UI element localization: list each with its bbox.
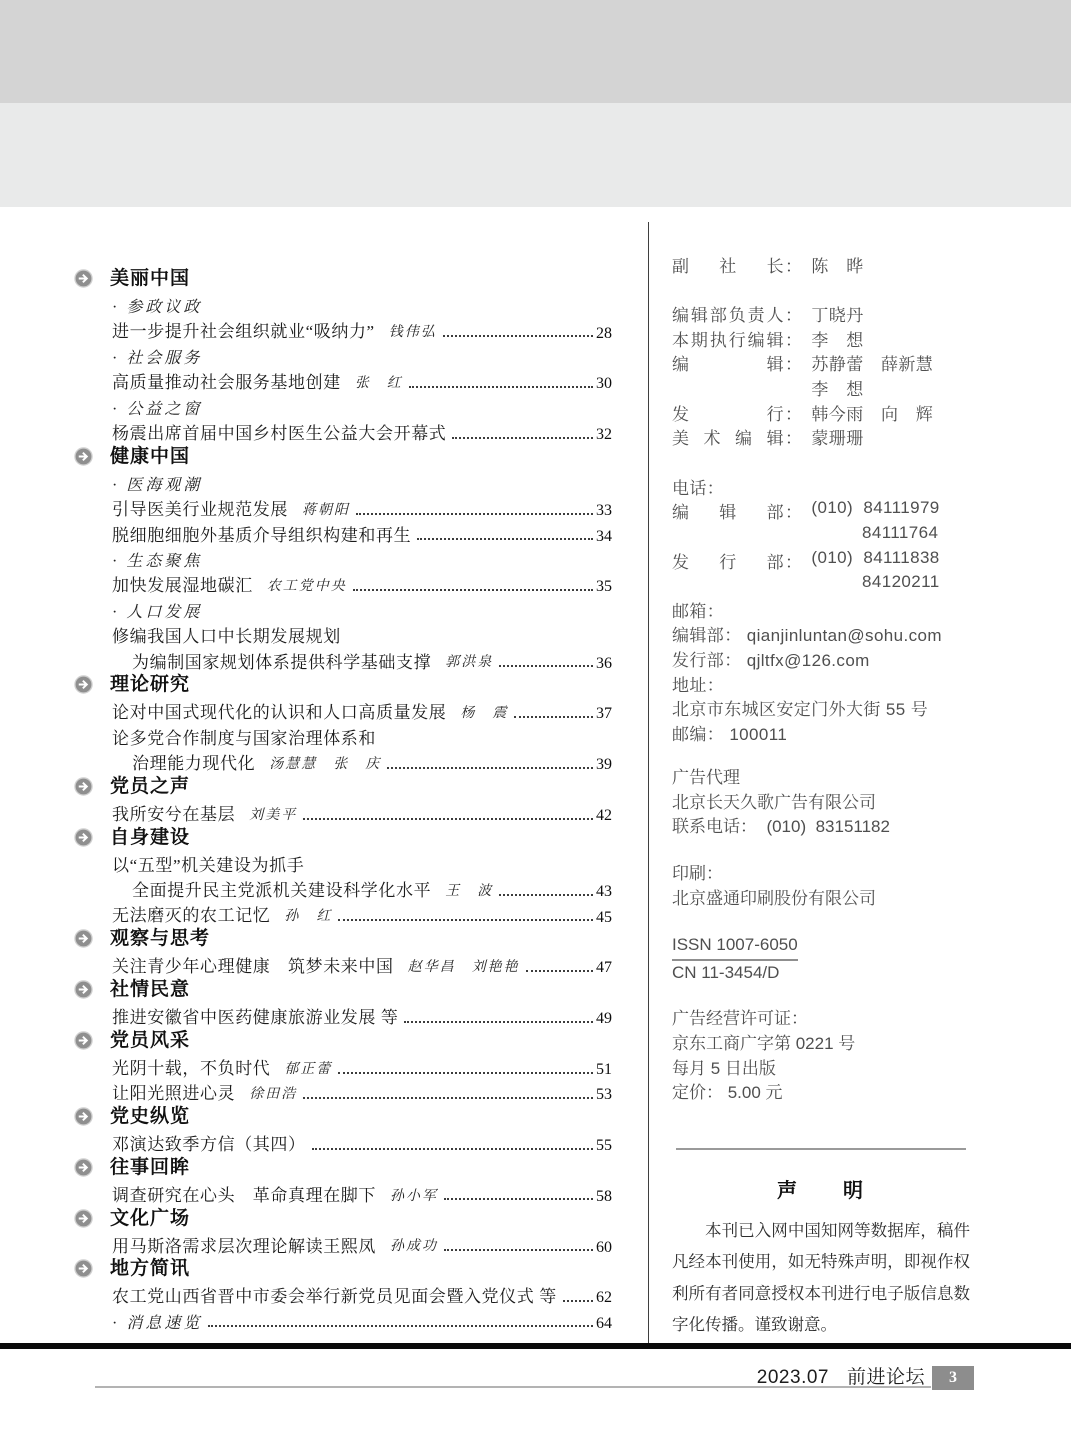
- toc-article-author: 郭洪泉: [445, 655, 494, 671]
- arrow-circle-icon: [74, 1259, 93, 1278]
- toc-page-number: 30: [596, 375, 612, 393]
- toc-article-title: 治理能力现代化: [132, 754, 256, 774]
- leader-dots: [444, 1249, 593, 1251]
- arrow-circle-icon: [74, 929, 93, 948]
- statement-title: 声 明: [777, 1179, 865, 1202]
- masthead-value: 李 想: [811, 379, 864, 399]
- masthead-contact-row: [672, 498, 970, 523]
- toc-subcategory-label: 医海观潮: [126, 476, 203, 494]
- toc-article-entry: [74, 1231, 612, 1256]
- toc-article-title: 进一步提升社会组织就业“吸纳力”: [112, 322, 375, 342]
- toc-article-title-line: [74, 621, 612, 646]
- toc-section-heading: [74, 444, 612, 469]
- toc-article-entry: [74, 647, 612, 672]
- toc-subcategory: [74, 393, 612, 418]
- arrow-circle-icon: [74, 447, 93, 466]
- toc-page-number: 60: [596, 1238, 612, 1256]
- toc-article-author: 徐田浩: [249, 1087, 298, 1103]
- toc-article-author: 孙成功: [390, 1239, 438, 1255]
- toc-page-number: 35: [596, 578, 612, 596]
- leader-dots: [409, 386, 593, 388]
- toc-article-title: 杨震出席首届中国乡村医生公益大会开幕式: [112, 424, 447, 444]
- masthead-block-line: 京东工商广字第 0221 号: [672, 1034, 856, 1054]
- masthead-blocks: [672, 766, 970, 1106]
- statement-body: 本刊已入网中国知网等数据库，稿件凡经本刊使用，如无特殊声明，即视作权利所有者同意授权本刊进行电子版信息数字化传播。谨致谢意。: [672, 1220, 970, 1335]
- masthead-label: 发行: [672, 404, 784, 424]
- toc-article-entry: [74, 520, 612, 545]
- masthead-staff-row: [672, 301, 970, 326]
- leader-dots: [208, 1325, 593, 1327]
- arrow-circle-icon: [74, 1209, 93, 1228]
- toc-article-author: 张 红: [354, 376, 403, 392]
- masthead-staff-row: [672, 400, 970, 425]
- toc-article-entry: [74, 1180, 612, 1205]
- leader-dots: [312, 1148, 593, 1150]
- toc-subcategory: [74, 596, 612, 621]
- page-number-badge: [932, 1366, 974, 1390]
- toc-article-entry: [74, 799, 612, 824]
- toc-section-title: 党员之声: [110, 776, 191, 797]
- toc-section-heading: [74, 825, 612, 850]
- masthead-contact-line: 地址：: [672, 675, 725, 695]
- toc-column: [74, 266, 612, 1332]
- toc-article-author: 农工党中央: [266, 579, 347, 595]
- arrow-circle-icon: [74, 828, 93, 847]
- toc-subcategory-label: 消息速览: [126, 1314, 203, 1332]
- toc-section-heading: [74, 926, 612, 951]
- bullet-dot: ·: [112, 476, 118, 494]
- masthead-block: [672, 766, 970, 840]
- masthead-value: (010) 84111979: [811, 498, 940, 518]
- leader-dots: [499, 894, 593, 896]
- toc-section-title: 观察与思考: [110, 928, 211, 950]
- toc-section-heading: [74, 1028, 612, 1053]
- toc-article-title: 我所安兮在基层: [112, 804, 236, 824]
- top-band-light: [0, 103, 1071, 207]
- toc-article-entry: [74, 571, 612, 596]
- masthead-staff-row: [672, 252, 970, 277]
- bullet-dot: ·: [112, 553, 118, 571]
- toc-article-author: 钱伟弘: [388, 325, 437, 341]
- toc-page-number: 32: [596, 426, 612, 444]
- bullet-dot: ·: [112, 400, 118, 418]
- masthead-label: 编辑: [672, 355, 784, 375]
- footer-text: [757, 1362, 925, 1389]
- masthead-value: (010) 84111838: [811, 547, 940, 567]
- spacer: [672, 277, 970, 302]
- arrow-circle-icon: [74, 777, 93, 796]
- toc-page-number: 51: [596, 1060, 612, 1078]
- toc-section-title: 党史纵览: [110, 1106, 191, 1128]
- masthead-value: 苏静蕾 薛新慧: [811, 355, 934, 375]
- toc-article-entry: [74, 698, 612, 723]
- arrow-circle-icon: [74, 828, 93, 847]
- masthead-block-line: 广告经营许可证：: [672, 1009, 808, 1029]
- leader-dots: [338, 919, 593, 921]
- toc-subcategory-label: 参政议政: [126, 299, 203, 317]
- colon: ：: [785, 257, 803, 276]
- arrow-circle-icon: [74, 980, 93, 999]
- toc-article-title: 高质量推动社会服务基地创建: [112, 373, 341, 393]
- colon: ：: [785, 355, 803, 375]
- toc-page-number: 55: [596, 1137, 612, 1155]
- toc-article-entry: [74, 1079, 612, 1104]
- masthead-contact-line: 北京市东城区安定门外大街 55 号: [672, 700, 929, 720]
- toc-page-number: 39: [596, 756, 612, 774]
- toc-article-title: 调查研究在心头 革命真理在脚下: [112, 1185, 376, 1205]
- toc-page-number: 64: [596, 1314, 612, 1332]
- footer-issue-date: 2023.07: [756, 1367, 829, 1388]
- masthead-block-line: 定价： 5.00 元: [672, 1083, 783, 1103]
- toc-article-author: 王 波: [445, 883, 494, 899]
- masthead-label: 发行部: [672, 552, 784, 572]
- masthead-label: 美术编辑: [672, 429, 784, 449]
- statement-divider: [676, 1148, 966, 1150]
- masthead-label: 编辑部负责人: [672, 306, 784, 326]
- toc-article-title-line: [74, 850, 612, 875]
- masthead-staff: [672, 252, 970, 449]
- toc-subcategory-entry: [74, 1307, 612, 1332]
- masthead-value: 84111764: [862, 522, 939, 542]
- colon: ：: [785, 552, 803, 572]
- colon: ：: [785, 404, 803, 424]
- toc-article-title: 让阳光照进心灵: [112, 1084, 236, 1104]
- bullet-dot: ·: [112, 349, 118, 367]
- page-number: 3: [949, 1369, 957, 1386]
- toc-subcategory: [74, 291, 612, 316]
- masthead-value: 陈 晔: [811, 257, 864, 276]
- arrow-circle-icon: [74, 1107, 93, 1126]
- arrow-circle-icon: [74, 777, 93, 796]
- leader-dots: [444, 1198, 593, 1200]
- toc-section-heading: [74, 266, 612, 291]
- toc-section-title: 自身建设: [110, 826, 191, 848]
- toc-article-author: 郁正蕾: [284, 1061, 333, 1077]
- colon: ：: [785, 330, 803, 350]
- toc-subcategory-label: 生态聚焦: [126, 553, 203, 571]
- masthead-contact: [672, 474, 970, 745]
- masthead-block: [672, 933, 970, 985]
- arrow-circle-icon: [74, 1209, 93, 1228]
- toc-subcategory-label: 人口发展: [126, 603, 203, 621]
- leader-dots: [452, 437, 593, 439]
- leader-dots: [404, 1021, 593, 1023]
- toc-section-heading: [74, 1256, 612, 1281]
- toc-section-title: 美丽中国: [110, 268, 191, 290]
- masthead-staff-row: [672, 424, 970, 449]
- toc-article-author: 孙 红: [284, 909, 333, 925]
- toc-article-entry: [74, 368, 612, 393]
- toc-article-entry: [74, 317, 612, 342]
- toc-subcategory: [74, 545, 612, 570]
- toc-article-title: 用马斯洛需求层次理论解读王熙凤: [112, 1236, 376, 1256]
- masthead-contact-row: [672, 548, 970, 573]
- toc-page-number: 34: [596, 527, 612, 545]
- toc-article-author: 刘美平: [249, 807, 298, 823]
- arrow-circle-icon: [74, 1107, 93, 1126]
- masthead-staff-row: [672, 350, 970, 375]
- toc-article-title: 关注青少年心理健康 筑梦未来中国: [112, 957, 394, 977]
- toc-section-heading: [74, 1205, 612, 1230]
- toc-page-number: 43: [596, 883, 612, 901]
- masthead-value: 84120211: [862, 572, 940, 592]
- toc-article-title: 无法磨灭的农工记忆: [112, 906, 271, 926]
- toc-page-number: 62: [596, 1289, 612, 1307]
- toc-page-number: 45: [596, 908, 612, 926]
- arrow-circle-icon: [74, 269, 93, 288]
- toc-article-title: 以“五型”机关建设为抓手: [112, 855, 305, 875]
- issn-underlined: ISSN 1007-6050: [672, 933, 798, 961]
- arrow-circle-icon: [74, 1158, 93, 1177]
- toc-section-heading: [74, 1155, 612, 1180]
- toc-section-title: 地方简讯: [110, 1258, 191, 1280]
- colon: ：: [785, 306, 803, 326]
- masthead-label: 编辑部: [672, 503, 784, 523]
- leader-dots: [353, 589, 593, 591]
- arrow-circle-icon: [74, 269, 93, 288]
- toc-page-number: 49: [596, 1010, 612, 1028]
- masthead-block-line: [672, 933, 970, 961]
- toc-article-title: 推进安徽省中医药健康旅游业发展 等: [112, 1008, 399, 1028]
- masthead-contact-line: 编辑部： qianjinluntan@sohu.com: [672, 626, 942, 646]
- bullet-dot: ·: [112, 1314, 118, 1332]
- colon: ：: [785, 503, 803, 523]
- toc-article-entry: [74, 952, 612, 977]
- toc-section-title: 社情民意: [110, 979, 191, 1001]
- toc-article-title: 农工党山西省晋中市委会举行新党员见面会暨入党仪式 等: [112, 1287, 557, 1307]
- footer-black-bar: [0, 1343, 1071, 1349]
- toc-page-number: 36: [596, 654, 612, 672]
- arrow-circle-icon: [74, 447, 93, 466]
- toc-section-title: 健康中国: [110, 445, 191, 467]
- arrow-circle-icon: [74, 1031, 93, 1050]
- toc-article-title: 论多党合作制度与国家治理体系和: [112, 728, 376, 748]
- toc-section-heading: [74, 977, 612, 1002]
- toc-article-title: 引导医美行业规范发展: [112, 500, 288, 520]
- toc-article-author: 赵华昌 刘艳艳: [407, 960, 520, 976]
- masthead-block-line: CN 11-3454/D: [672, 962, 780, 982]
- toc-article-entry: [74, 748, 612, 773]
- masthead-contact-continuation: [672, 523, 970, 548]
- toc-article-author: 汤慧慧 张 庆: [269, 757, 382, 773]
- toc-subcategory-label: 社会服务: [126, 349, 203, 367]
- masthead-block-line: 广告代理: [672, 768, 740, 788]
- toc-page-number: 58: [596, 1187, 612, 1205]
- arrow-circle-icon: [74, 1158, 93, 1177]
- toc-section-title: 理论研究: [110, 674, 191, 696]
- toc-article-author: 杨 震: [460, 706, 509, 722]
- toc-article-title-line: [74, 723, 612, 748]
- arrow-circle-icon: [74, 675, 93, 694]
- leader-dots: [417, 538, 593, 540]
- arrow-circle-icon: [74, 980, 93, 999]
- masthead-contact-continuation: [672, 572, 970, 597]
- masthead-contact-line: 发行部： qjltfx@126.com: [672, 650, 870, 670]
- colon: ：: [785, 429, 803, 449]
- masthead-block: [672, 1007, 970, 1105]
- toc-article-entry: [74, 901, 612, 926]
- arrow-circle-icon: [74, 675, 93, 694]
- toc-article-author: 蒋朝阳: [302, 503, 350, 519]
- masthead-value: 李 想: [811, 330, 864, 350]
- masthead-value: 丁晓丹: [811, 306, 864, 326]
- toc-section-title: 文化广场: [110, 1207, 191, 1229]
- toc-article-title: 加快发展湿地碳汇: [112, 576, 253, 596]
- arrow-circle-icon: [74, 1259, 93, 1278]
- arrow-circle-icon: [74, 929, 93, 948]
- toc-article-title: 光阴十载，不负时代: [112, 1058, 271, 1078]
- leader-dots: [387, 767, 593, 769]
- toc-article-title: 邓演达致季方信（其四）: [112, 1134, 306, 1154]
- masthead-block-line: 每月 5 日出版: [672, 1058, 776, 1078]
- masthead-contact-line: 电话：: [672, 478, 725, 498]
- toc-page-number: 37: [596, 705, 612, 723]
- masthead-contact-line: 邮编： 100011: [672, 724, 788, 744]
- masthead-column: [672, 252, 970, 1341]
- arrow-circle-icon: [74, 1031, 93, 1050]
- toc-subcategory: [74, 469, 612, 494]
- masthead-block-line: 北京盛通印刷股份有限公司: [672, 888, 876, 908]
- masthead-block-line: 联系电话： (010) 83151182: [672, 817, 890, 837]
- bullet-dot: ·: [112, 603, 118, 621]
- toc-article-author: 孙小军: [390, 1188, 438, 1204]
- masthead-block: [672, 862, 970, 911]
- masthead-label: 本期执行编辑: [672, 330, 784, 350]
- toc-article-entry: [74, 1002, 612, 1027]
- leader-dots: [303, 1097, 593, 1099]
- toc-section-heading: [74, 672, 612, 697]
- toc-article-title: 脱细胞细胞外基质介导组织构建和再生: [112, 525, 412, 545]
- toc-page-number: 47: [596, 959, 612, 977]
- leader-dots: [356, 513, 593, 515]
- toc-article-entry: [74, 1053, 612, 1078]
- top-band-dark: [0, 0, 1071, 103]
- masthead-staff-row: [672, 375, 970, 400]
- masthead-value: 蒙珊珊: [811, 429, 864, 449]
- toc-article-title: 修编我国人口中长期发展规划: [112, 627, 341, 647]
- toc-section-title: 党员风采: [110, 1029, 191, 1051]
- footer-journal-name: 前进论坛: [846, 1367, 925, 1388]
- masthead-block-line: 北京长天久歌广告有限公司: [672, 792, 876, 812]
- leader-dots: [443, 335, 593, 337]
- masthead-contact-line: 邮箱：: [672, 601, 725, 621]
- leader-dots: [338, 1072, 593, 1074]
- bullet-dot: ·: [112, 299, 118, 317]
- toc-subcategory-label: 公益之窗: [126, 400, 203, 418]
- toc-article-entry: [74, 875, 612, 900]
- masthead-staff-row: [672, 326, 970, 351]
- toc-section-heading: [74, 1104, 612, 1129]
- column-divider: [648, 222, 649, 1343]
- leader-dots: [499, 665, 593, 667]
- toc-article-entry: [74, 1129, 612, 1154]
- leader-dots: [563, 1300, 593, 1302]
- toc-section-title: 往事回眸: [110, 1156, 191, 1178]
- masthead-block-line: 印刷：: [672, 864, 723, 884]
- toc-article-title: 论对中国式现代化的认识和人口高质量发展: [112, 703, 447, 723]
- toc-page-number: 42: [596, 807, 612, 824]
- leader-dots: [514, 716, 593, 718]
- toc-article-title: 为编制国家规划体系提供科学基础支撑: [132, 652, 432, 672]
- toc-article-entry: [74, 1282, 612, 1307]
- toc-subcategory: [74, 342, 612, 367]
- toc-page-number: 28: [596, 324, 612, 342]
- toc-article-title: 全面提升民主党派机关建设科学化水平: [132, 881, 432, 901]
- masthead-value: 韩今雨 向 辉: [811, 404, 934, 424]
- leader-dots: [303, 818, 593, 820]
- leader-dots: [526, 970, 593, 972]
- toc-page-number: 33: [596, 502, 612, 520]
- toc-page-number: 53: [596, 1086, 612, 1104]
- toc-article-entry: [74, 495, 612, 520]
- toc-section-heading: [74, 774, 612, 799]
- masthead-label: 副社长: [672, 257, 784, 276]
- toc-article-entry: [74, 418, 612, 443]
